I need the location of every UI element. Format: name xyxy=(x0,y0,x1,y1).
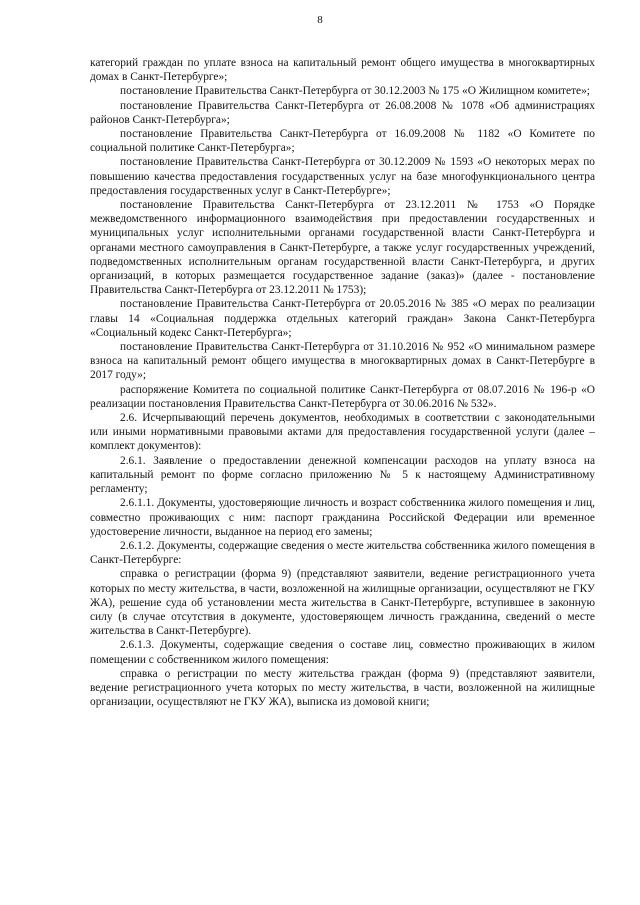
paragraph: постановление Правительства Санкт-Петербурга от 23.12.2011 № 1753 «О Порядке межведомственного информационного взаимодействия при предоставлении государственных и муниципальных услуг исполнительными органами государственной власти Санкт-Петербурга и органами местного самоуправления в Санкт-Петербурге, а также услуг государственных учреждений, подведомственных исполнительным органам государственной власти Санкт-Петербурга, и других организаций, в которых размещается государственное задание (заказ)» (далее - постановление Правительства Санкт-Петербурга от 23.12.2011 № 1753); xyxy=(90,199,595,297)
paragraph: распоряжение Комитета по социальной политике Санкт-Петербурга от 08.07.2016 № 196-р «О реализации постановления Правительства Санкт-Петербурга от 30.06.2016 № 532». xyxy=(90,383,595,410)
paragraph: постановление Правительства Санкт-Петербурга от 26.08.2008 № 1078 «Об администрациях районов Санкт-Петербурга»; xyxy=(90,99,595,126)
paragraph: постановление Правительства Санкт-Петербурга от 31.10.2016 № 952 «О минимальном размере взноса на капитальный ремонт общего имущества в многоквартирных домах в Санкт-Петербурге в 2017 году»; xyxy=(90,341,595,382)
paragraph: 2.6.1. Заявление о предоставлении денежной компенсации расходов на уплату взноса на капитальный ремонт по форме согласно приложению № 5 к настоящему Административному регламенту; xyxy=(90,454,595,496)
paragraph: постановление Правительства Санкт-Петербурга от 16.09.2008 № 1182 «О Комитете по социальной политике Санкт-Петербурга»; xyxy=(90,128,595,155)
paragraph: справка о регистрации (форма 9) (представляют заявители, ведение регистрационного учета которых по месту жительства, в части, возложенной на жилищные организации, осуществляют не ГКУ ЖА), решение суда об установлении места жительства в Санкт-Петербурге, вступившее в законную силу (в случае отсутствия в документе, удостоверяющем личность гражданина, сведений о месте жительства в Санкт-Петербурге). xyxy=(90,568,595,638)
paragraph: постановление Правительства Санкт-Петербурга от 30.12.2003 № 175 «О Жилищном комитете»; xyxy=(120,85,590,98)
paragraph: постановление Правительства Санкт-Петербурга от 30.12.2009 № 1593 «О некоторых мерах по повышению качества предоставления государственных услуг на базе многофункционального центра предоставления государственных услуг в Санкт-Петербурге»; xyxy=(90,156,595,197)
paragraph: справка о регистрации по месту жительства граждан (форма 9) (представляют заявители, ведение регистрационного учета которых по месту жительства, в части, возложенной на жилищные организации, осуществляют не ГКУ ЖА), выписка из домовой книги; xyxy=(90,667,595,709)
paragraph: категорий граждан по уплате взноса на капитальный ремонт общего имущества в многоквартирных домах в Санкт-Петербурге»; xyxy=(90,57,595,84)
paragraph: постановление Правительства Санкт-Петербурга от 20.05.2016 № 385 «О мерах по реализации главы 14 «Социальная поддержка отдельных категорий граждан» Закона Санкт-Петербурга «Социальный кодекс Санкт-Петербурга»; xyxy=(90,298,595,339)
paragraph: 2.6.1.1. Документы, удостоверяющие личность и возраст собственника жилого помещения и лиц, совместно проживающих с ним: паспорт гражданина Российской Федерации или временное удостоверение личности, выданное на период его замены; xyxy=(90,497,595,538)
paragraph: 2.6.1.2. Документы, содержащие сведения о месте жительства собственника жилого помещения в Санкт-Петербурге: xyxy=(90,539,595,567)
page-number: 8 xyxy=(317,14,323,26)
paragraph: 2.6. Исчерпывающий перечень документов, необходимых в соответствии с законодательными или иными нормативными правовыми актами для предоставления государственной услуги (далее – комплект документов): xyxy=(90,412,595,453)
document-body xyxy=(90,56,595,709)
paragraph: 2.6.1.3. Документы, содержащие сведения о составе лиц, совместно проживающих в жилом помещении с собственником жилого помещения: xyxy=(90,639,595,666)
